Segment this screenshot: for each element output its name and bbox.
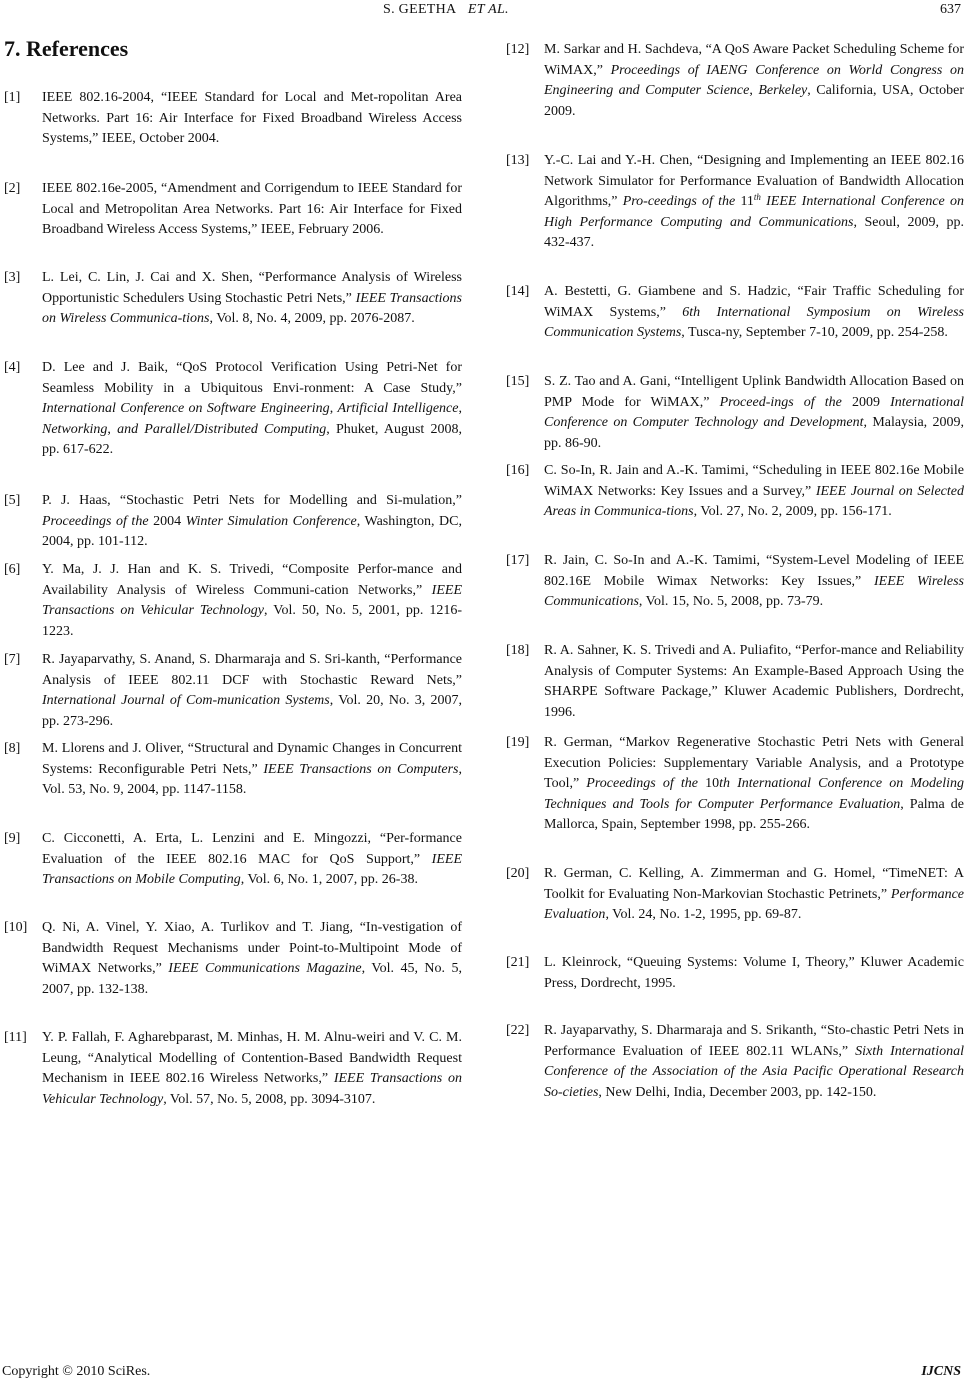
reference-italic-segment: 6th International Symposium on Wireless Communication Systems (544, 304, 964, 341)
reference-segment: , Vol. 45, No. 5, 2007, pp. 132-138. (42, 961, 462, 997)
reference-italic-segment: Artificial Intelligence (337, 401, 459, 417)
reference-item (506, 461, 964, 523)
reference-text (42, 88, 462, 150)
reference-segment: , Vol. 8, No. 4, 2009, pp. 2076-2087. (209, 311, 415, 327)
reference-italic-segment: Proceed-ings of the (719, 394, 842, 410)
reference-item (506, 641, 964, 723)
reference-segment: D. Lee and J. Baik, “QoS Protocol Verification Using Petri-Net for Seamless Mobility in a Ubiquitous Envi-ronment: A Case Study,” (42, 360, 462, 396)
reference-segment: S. Z. Tao and A. Gani, “Intelligent Uplink Bandwidth Allocation Based on PMP Mode for WiMAX,” (544, 374, 964, 410)
reference-italic-segment: IEEE Transactions on Wireless Communica-tions (42, 290, 463, 327)
reference-segment: R. Jayaparvathy, S. Dharmaraja and S. Srikanth, “Sto-chastic Petri Nets in Performance Evaluation of IEEE 802.11 WLANs,” (544, 1023, 964, 1059)
reference-segment: , New Delhi, India, December 2003, pp. 142-150. (598, 1084, 877, 1100)
reference-item (506, 953, 964, 994)
reference-segment: , California, USA, October 2009. (544, 83, 965, 119)
reference-segment: , Vol. 50, No. 5, 2001, pp. 1216-1223. (42, 603, 462, 639)
reference-italic-segment: Sixth International Conference of the Association of the Asia Pacific Operational Research So-cieties (544, 1043, 964, 1100)
reference-text (544, 953, 964, 994)
reference-italic-segment: IEEE Transactions on Vehicular Technology (42, 582, 462, 619)
reference-number: [14] (506, 284, 530, 299)
reference-item (506, 551, 964, 613)
reference-segment: , Vol. 57, No. 5, 2008, pp. 3094-3107. (163, 1091, 376, 1107)
copyright-notice: Copyright © 2010 SciRes. (2, 1364, 151, 1379)
reference-text (42, 491, 462, 553)
reference-number: [11] (4, 1030, 27, 1045)
reference-item (4, 739, 462, 801)
reference-italic-segment: IEEE Transactions on Vehicular Technology (42, 1071, 462, 1107)
reference-number: [20] (506, 866, 530, 881)
reference-italic-segment: IEEE Transactions on Computers (263, 761, 459, 777)
reference-text (544, 551, 964, 613)
reference-segment: L. Kleinrock, “Queuing Systems: Volume I, Theory,” Kluwer Academic Press, Dordrecht, 1995. (544, 955, 964, 991)
reference-italic-segment: Proceedings of the (586, 776, 698, 792)
reference-segment: 2004 (148, 513, 186, 529)
reference-segment: , Phuket, August 2008, pp. 617-622. (42, 421, 462, 458)
reference-text (544, 864, 964, 926)
reference-segment: C. So-In, R. Jain and A.-K. Tamimi, “Scheduling in IEEE 802.16e Mobile WiMAX Networks: Key Issues and a Survey,” (544, 463, 964, 499)
reference-segment: Y.-C. Lai and Y.-H. Chen, “Designing and Implementing an IEEE 802.16 Network Simulator for Performance Evaluation of Bandwidth Allocation Algorithms,” (544, 153, 964, 210)
reference-text (42, 829, 462, 891)
reference-italic-segment: IEEE International Conference on High Performance Computing and Communications (544, 194, 964, 230)
reference-segment: R. Jain, C. So-In and A.-K. Tamimi, “System-Level Modeling of IEEE 802.16E Mobile Wimax Networks: Key Issues,” (544, 553, 964, 589)
reference-item (506, 1021, 964, 1103)
reference-number: [10] (4, 920, 28, 935)
reference-number: [15] (506, 374, 530, 389)
journal-name: IJCNS (921, 1364, 961, 1379)
reference-item (4, 88, 462, 150)
reference-segment: P. J. Haas, “Stochastic Petri Nets for Modelling and Si-mulation,” (42, 493, 462, 508)
reference-text (42, 918, 462, 1000)
reference-text (544, 151, 964, 254)
reference-segment: , Palma de Mallorca, Spain, September 1998, pp. 255-266. (544, 796, 964, 833)
reference-number: [7] (4, 652, 21, 667)
reference-item (506, 372, 964, 454)
reference-item (4, 179, 462, 241)
reference-item (4, 650, 462, 732)
reference-number: [21] (506, 955, 530, 970)
reference-text (544, 733, 964, 836)
reference-number: [9] (4, 831, 21, 846)
reference-number: [4] (4, 360, 21, 375)
reference-segment: , Vol. 6, No. 1, 2007, pp. 26-38. (240, 872, 418, 888)
reference-italic-segment: IEEE Wireless Communications (544, 573, 964, 610)
reference-number: [13] (506, 153, 530, 168)
page-number: 637 (940, 2, 961, 17)
reference-segment: , Seoul, 2009, pp. 432-437. (544, 214, 964, 251)
reference-italic-segment: Berkeley (758, 83, 808, 99)
running-title (383, 2, 509, 18)
reference-segment: M. Llorens and J. Oliver, “Structural and Dynamic Changes in Concurrent Systems: Reconfigurable Petri Nets,” (42, 741, 462, 777)
reference-segment: A. Bestetti, G. Giambene and S. Hadzic, “Fair Traffic Scheduling for WiMAX Systems,” (544, 284, 964, 320)
reference-italic-segment: International Conference on Software Engineering (42, 401, 330, 417)
reference-item (506, 733, 964, 836)
reference-item (4, 1028, 462, 1110)
reference-segment: , (329, 401, 338, 417)
reference-italic-segment: Proceedings of the (42, 513, 149, 529)
reference-text (42, 358, 462, 461)
reference-text (544, 40, 964, 122)
reference-italic-segment: International Journal of Com-munication Systems (42, 693, 330, 709)
reference-segment: , Washington, DC, 2004, pp. 101-112. (42, 513, 463, 550)
reference-number: [22] (506, 1023, 530, 1038)
reference-item (506, 864, 964, 926)
reference-italic-segment: Performance Evaluation (544, 886, 964, 923)
reference-item (4, 918, 462, 1000)
reference-segment: Y. Ma, J. J. Han and K. S. Trivedi, “Composite Perfor-mance and Availability Analysis of Wireless Communi-cation Networks,” (42, 562, 462, 598)
reference-number: [16] (506, 463, 530, 478)
reference-segment: , Vol. 20, No. 3, 2007, pp. 273-296. (42, 693, 462, 729)
reference-number: [2] (4, 181, 21, 196)
reference-segment: , (458, 401, 462, 417)
reference-item (506, 40, 964, 122)
reference-text (42, 560, 462, 642)
reference-number: [8] (4, 741, 21, 756)
reference-number: [1] (4, 90, 21, 105)
reference-number: [12] (506, 42, 530, 57)
reference-text (544, 1021, 964, 1103)
reference-text (42, 179, 462, 241)
reference-italic-segment: th (753, 192, 761, 203)
reference-segment: , Vol. 15, No. 5, 2008, pp. 73-79. (638, 594, 824, 610)
reference-segment: 10 (697, 776, 720, 792)
reference-segment: L. Lei, C. Lin, J. Cai and X. Shen, “Performance Analysis of Wireless Opportunistic Schedulers Using Stochastic Petri Nets,” (42, 270, 462, 306)
reference-text (544, 372, 964, 454)
reference-number: [5] (4, 493, 21, 508)
reference-italic-segment: International Conference on Computer Technology and Development (544, 394, 964, 431)
reference-segment: M. Sarkar and H. Sachdeva, “A QoS Aware Packet Scheduling Scheme for WiMAX,” (544, 42, 964, 78)
reference-segment: 2009 (841, 394, 891, 410)
reference-italic-segment: and Parallel/Distributed Computing (117, 421, 327, 437)
reference-text (42, 739, 462, 801)
reference-number: [17] (506, 553, 530, 568)
reference-segment: , Vol. 24, No. 1-2, 1995, pp. 69-87. (605, 907, 802, 923)
reference-italic-segment: th International Conference on Modeling Techniques and Tools for Computer Performance Evaluation (544, 776, 965, 812)
reference-item (4, 268, 462, 330)
reference-number: [18] (506, 643, 530, 658)
reference-item (4, 491, 462, 553)
reference-segment: IEEE 802.16-2004, “IEEE Standard for Local and Met-ropolitan Area Networks. Part 16: Air Interface for Fixed Broadband Wireless Access Systems,” IEEE, October 2004. (42, 90, 462, 147)
reference-text (42, 650, 462, 732)
reference-text (544, 282, 964, 344)
reference-item (506, 151, 964, 254)
reference-italic-segment: IEEE Transactions on Mobile Computing (42, 851, 462, 888)
reference-segment: IEEE 802.16e-2005, “Amendment and Corrigendum to IEEE Standard for Local and Metropolitan Area Networks. Part 16: Air Interface for Fixed Broadband Wireless Access Systems,” IEEE, February 2006. (42, 181, 462, 238)
reference-segment: Q. Ni, A. Vinel, Y. Xiao, A. Turlikov and T. Jiang, “In-vestigation of Bandwidth Request Mechanisms under Point-to-Multipoint Mode of WiMAX Networks,” (42, 920, 462, 977)
reference-italic-segment: Networking (42, 421, 108, 437)
header-author: S. GEETHA (383, 2, 457, 17)
reference-number: [6] (4, 562, 21, 577)
reference-segment: , Vol. 27, No. 2, 2009, pp. 156-171. (693, 504, 892, 520)
reference-segment: , Malaysia, 2009, pp. 86-90. (544, 415, 964, 451)
reference-italic-segment: IEEE Journal on Selected Areas in Communica-tions (544, 483, 964, 520)
reference-item (4, 829, 462, 891)
reference-segment: R. German, C. Kelling, A. Zimmerman and G. Homel, “TimeNET: A Toolkit for Evaluating Non-Markovian Stochastic Petrinets,” (544, 866, 964, 902)
reference-segment: C. Cicconetti, A. Erta, L. Lenzini and E. Mingozzi, “Per-formance Evaluation of the IEEE 802.16 MAC for QoS Support,” (42, 831, 462, 867)
reference-item (4, 358, 462, 461)
reference-italic-segment: Pro-ceedings of the (622, 194, 736, 210)
reference-text (544, 641, 964, 723)
section-title: 7. References (4, 36, 129, 61)
reference-item (4, 560, 462, 642)
reference-number: [19] (506, 735, 530, 750)
reference-italic-segment: Winter Simulation Conference (185, 513, 357, 529)
header-et-al: ET AL. (467, 2, 509, 17)
reference-segment: Y. P. Fallah, F. Agharebparast, M. Minhas, H. M. Alnu-weiri and V. C. M. Leung, “Analytical Modelling of Contention-Based Bandwidth Request Mechanism in IEEE 802.16 Wireless Networks,” (42, 1030, 462, 1087)
reference-text (42, 268, 462, 330)
reference-item (506, 282, 964, 344)
running-header (0, 2, 965, 24)
reference-segment: R. German, “Markov Regenerative Stochastic Petri Nets with General Execution Policies: Supplementary Variable Analysis, and a Prototype Tool,” (544, 735, 964, 792)
page-footer (0, 1364, 965, 1384)
reference-segment: , (749, 83, 759, 99)
reference-segment: , Vol. 53, No. 9, 2004, pp. 1147-1158. (42, 761, 462, 798)
reference-italic-segment: Proceedings of IAENG Conference on World Congress on Engineering and Computer Science (544, 62, 964, 99)
reference-segment: 11 (735, 194, 754, 210)
reference-text (544, 461, 964, 523)
reference-segment: , Tusca-ny, September 7-10, 2009, pp. 254-258. (681, 325, 948, 341)
reference-number: [3] (4, 270, 21, 285)
reference-segment: R. Jayaparvathy, S. Anand, S. Dharmaraja and S. Sri-kanth, “Performance Analysis of IEEE 802.11 DCF with Stochastic Reward Nets,” (42, 652, 462, 688)
reference-text (42, 1028, 462, 1110)
reference-segment: R. A. Sahner, K. S. Trivedi and A. Puliafito, “Perfor-mance and Reliability Analysis of Computer Systems: An Example-Based Approach Using the SHARPE Software Package,” Kluwer Academic Publishers, Dordrecht, 1996. (544, 643, 964, 720)
reference-italic-segment: IEEE Communications Magazine (168, 961, 362, 977)
reference-segment: , (107, 421, 118, 437)
